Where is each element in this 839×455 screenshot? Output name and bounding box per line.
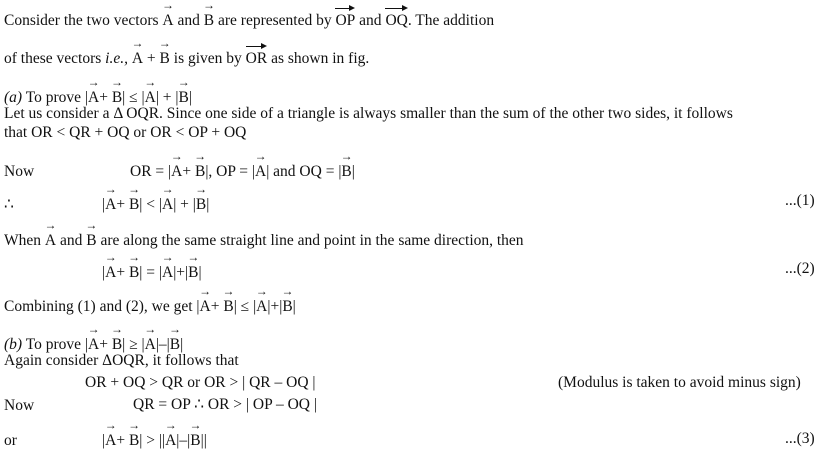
therefore-symbol: ∴ [4, 196, 14, 213]
now-equation: OR = |→ A+ → B|, OP = |→ A| and OQ = |→ B| [130, 157, 355, 181]
equation-3: |→ A+ → B| > ||→ A|–|→ B|| [102, 426, 207, 450]
equation-number: ...(1) [785, 192, 815, 209]
or-label: or [4, 432, 17, 449]
now-label: Now [4, 397, 35, 414]
part-a-heading: (a) To prove |→ A+ → B| ≤ |→ A| + |→ B| [4, 83, 192, 107]
equation-1: |→ A+ → B| < |→ A| + |→ B| [102, 190, 209, 214]
vector-or: OR [246, 44, 268, 68]
vector-b: → B [204, 6, 214, 30]
paragraph-line: that OR < QR + OQ or OR < OP + OQ [4, 124, 247, 141]
vector-op: OP [335, 6, 355, 30]
paragraph-line: Let us consider a Δ OQR. Since one side of a triangle is always smaller than the sum of the other two sides, it follows [4, 105, 733, 122]
equation-number: ...(3) [785, 430, 815, 447]
part-b-heading: (b) To prove |→ A+ → B| ≥ |→ A|–|→ B| [4, 330, 183, 354]
condition-line: When → A and → B are along the same straight line and point in the same direction, then [4, 226, 524, 250]
combining-line: Combining (1) and (2), we get |→ A+ → B| ≤ |→ A|+|→ B| [4, 292, 296, 316]
modulus-note: (Modulus is taken to avoid minus sign) [558, 374, 801, 391]
now-equation: QR = OP ∴ OR > | OP – OQ | [133, 396, 317, 413]
paragraph-line: Again consider ΔOQR, it follows that [4, 352, 239, 369]
equation-number: ...(2) [785, 260, 815, 277]
inequality-line: OR + OQ > QR or OR > | QR – OQ | [85, 374, 316, 391]
intro-line-1: Consider the two vectors → A and → B are represented by OP and OQ. The addition [4, 6, 494, 30]
now-label: Now [4, 163, 35, 180]
vector-a: → A [162, 6, 173, 30]
vector-oq: OQ [385, 6, 407, 30]
equation-2: |→ A+ → B| = |→ A|+|→ B| [102, 258, 202, 282]
intro-line-2: of these vectors i.e., → A + → B is given by OR as shown in fig. [4, 44, 369, 68]
